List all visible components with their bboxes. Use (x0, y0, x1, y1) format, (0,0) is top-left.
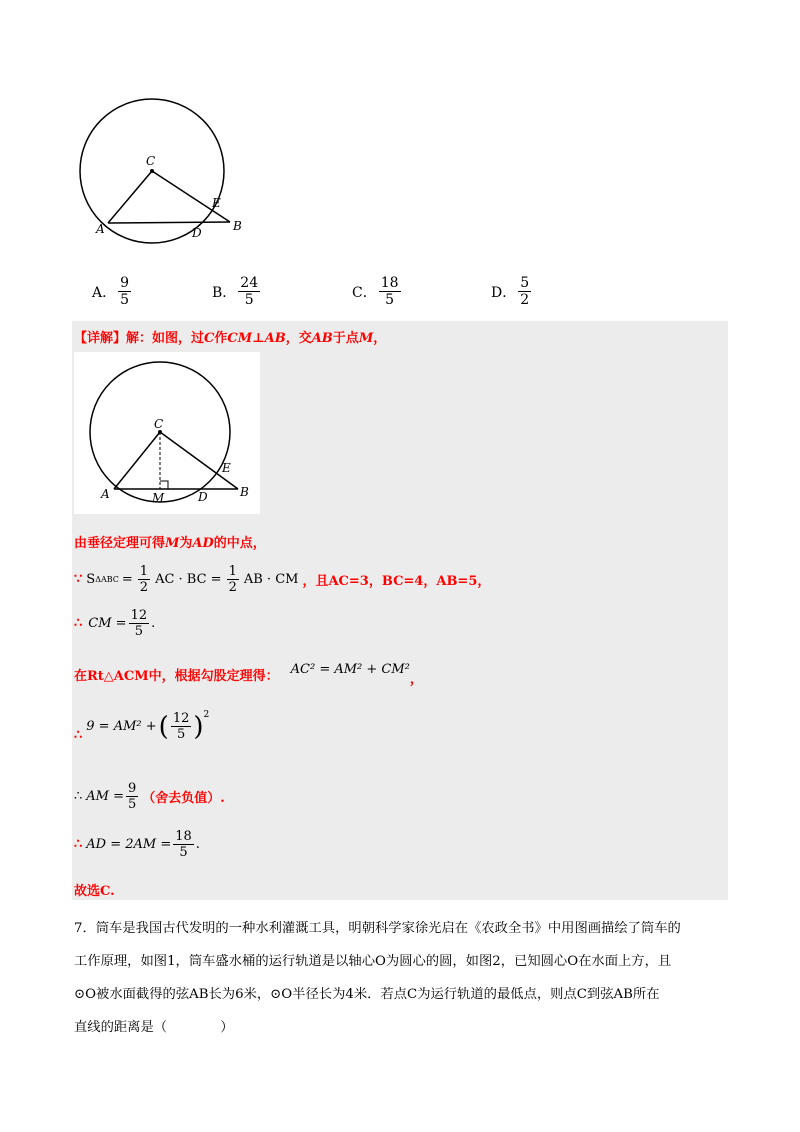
solution-line-3 (74, 609, 155, 638)
intro-text: ，交 (285, 331, 312, 346)
option-a (92, 276, 133, 307)
denominator: 5 (120, 292, 130, 308)
denominator: 5 (176, 727, 186, 742)
segment-ab (108, 222, 230, 223)
text: 为 (179, 536, 193, 551)
intro-text: 于点 (332, 331, 359, 346)
intro-var: CM⊥AB (227, 331, 286, 346)
label-b: B (233, 219, 242, 233)
numerator: 1 (139, 564, 149, 579)
denominator: 5 (179, 845, 188, 860)
denominator: 5 (244, 292, 254, 308)
question-line: ⊙O被水面截得的弦AB长为6米，⊙O半径长为4米．若点C为运行轨道的最低点，则点C到弦AB所在 (74, 987, 660, 1002)
question-line: 7．筒车是我国古代发明的一种水利灌溉工具，明朝科学家徐光启在《农政全书》中用图画描绘了筒车的 (74, 921, 681, 936)
half-fraction (138, 565, 150, 594)
numerator: 12 (172, 711, 190, 726)
label-e: E (222, 461, 231, 475)
var: AD (192, 536, 214, 551)
intro-var: AB (311, 331, 333, 346)
numerator: 1 (228, 564, 237, 579)
therefore-symbol: ∴ (74, 837, 83, 852)
question-line: 工作原理，如图1，筒车盛水桶的运行轨道是以轴心O为圆心的圆，如图2，已知圆心O在水面上方，且 (74, 954, 672, 969)
segment-ca (114, 432, 160, 489)
numerator: 18 (175, 829, 192, 844)
numerator: 5 (520, 275, 530, 291)
intro-text: 作 (214, 331, 228, 346)
product: AC · BC = (155, 572, 222, 587)
denominator: 2 (520, 292, 530, 308)
comma: ， (409, 672, 423, 687)
period: . (195, 837, 200, 852)
detail-tag: 【详解】 (74, 331, 127, 346)
option-fraction (238, 276, 260, 307)
fraction (171, 712, 192, 741)
right-angle-mark (160, 481, 168, 489)
lhs: CM = (88, 616, 127, 631)
therefore-symbol: ∴ (74, 616, 83, 631)
option-letter: B． (212, 284, 237, 301)
figure-2 (74, 352, 260, 514)
figure-1 (70, 85, 270, 245)
label-a: A (101, 487, 110, 501)
formula: AC² = AM² + CM² (290, 662, 410, 677)
exponent: 2 (203, 710, 210, 720)
numerator: 18 (380, 275, 399, 291)
fraction (129, 609, 150, 638)
note: （舍去负值）. (142, 791, 225, 806)
area-symbol: S (86, 572, 96, 587)
numerator: 12 (130, 608, 148, 623)
label-a: A (96, 222, 105, 236)
question-7 (74, 912, 734, 1044)
denominator: 5 (134, 624, 143, 639)
solution-line-4 (74, 662, 423, 687)
area-subscript: ΔABC (95, 575, 119, 584)
text: 在Rt△ACM中，根据勾股定理得： (74, 669, 279, 684)
label-d: D (192, 226, 202, 240)
option-c (352, 276, 403, 307)
option-fraction (379, 276, 401, 307)
label-c: C (146, 154, 156, 168)
label-d: D (198, 490, 208, 504)
paren-open: ( (158, 711, 169, 742)
therefore-symbol: ∴ (74, 728, 83, 743)
answer: 故选C. (74, 884, 115, 899)
option-fraction (118, 276, 131, 307)
intro-var: M (358, 331, 374, 346)
label-c: C (154, 417, 164, 431)
numerator: 24 (240, 275, 259, 291)
solution-line-1 (74, 532, 266, 551)
intro-text: ， (373, 331, 387, 346)
option-letter: C． (352, 284, 377, 301)
paren-close: ) (193, 711, 204, 742)
point-c (150, 169, 154, 173)
solution-intro (74, 327, 386, 346)
intro-var: C (204, 331, 215, 346)
fraction (126, 782, 138, 811)
solution-line-2 (74, 565, 490, 594)
label-e: E (212, 196, 221, 210)
therefore-symbol: ∴ (74, 789, 83, 804)
numerator: 9 (120, 275, 130, 291)
denominator: 2 (139, 580, 149, 595)
numerator: 9 (128, 781, 137, 796)
text: 由垂径定理可得 (74, 536, 166, 551)
text: 的中点， (213, 536, 266, 551)
segment-ca (108, 171, 152, 223)
intro-text: 解：如图，过 (126, 331, 205, 346)
period: . (151, 616, 156, 631)
label-b: B (240, 485, 249, 499)
lhs: 9 = AM² + (86, 719, 157, 734)
option-d (491, 276, 533, 307)
denominator: 5 (128, 797, 137, 812)
because-symbol: ∵ (74, 572, 83, 587)
lhs: AM = (86, 789, 125, 804)
denominator: 2 (228, 580, 237, 595)
label-m: M (152, 491, 165, 505)
fraction (173, 830, 194, 859)
conditions: ，且AC=3，BC=4，AB=5， (302, 574, 491, 589)
var: M (165, 536, 180, 551)
solution-line-6 (74, 782, 225, 811)
solution-line-5 (74, 710, 209, 743)
solution-line-7 (74, 830, 200, 859)
option-letter: A． (92, 284, 117, 301)
lhs: AD = 2AM = (86, 837, 172, 852)
product: AB · CM (243, 572, 299, 587)
question-line: 直线的距离是（ ） (74, 1020, 234, 1035)
equals: = (121, 572, 133, 587)
denominator: 5 (385, 292, 395, 308)
option-letter: D． (491, 284, 517, 301)
option-b (212, 276, 262, 307)
option-fraction (518, 276, 531, 307)
half-fraction (227, 565, 239, 594)
